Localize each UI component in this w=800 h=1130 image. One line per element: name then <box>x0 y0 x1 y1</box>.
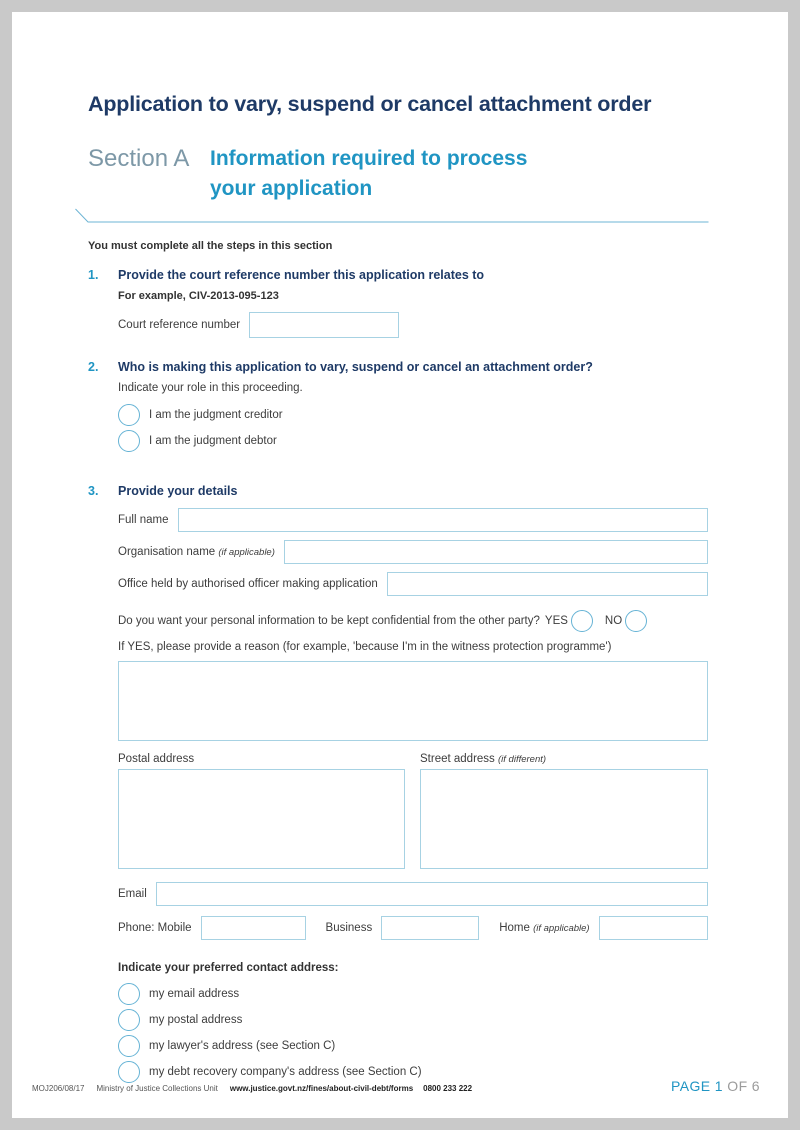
court-reference-input[interactable] <box>249 312 399 338</box>
question-3-number: 3. <box>88 484 99 499</box>
phone-mobile-input[interactable] <box>201 916 306 940</box>
contact-preference-heading: Indicate your preferred contact address: <box>118 962 339 975</box>
full-name-row <box>118 508 708 532</box>
yes-label: YES <box>544 615 568 628</box>
section-label: Section A <box>88 145 190 172</box>
organisation-name-input[interactable] <box>284 540 708 564</box>
email-row <box>118 882 708 906</box>
confidential-yes-radio[interactable] <box>571 610 593 632</box>
confidential-question: Do you want your personal information to be kept confidential from the other party? <box>118 615 540 628</box>
radio-contact-postal[interactable] <box>118 1009 140 1031</box>
radio-label: my postal address <box>149 1014 243 1027</box>
question-3 <box>88 484 708 1087</box>
phone-mobile-label: Phone: Mobile <box>118 922 192 935</box>
radio-label: I am the judgment creditor <box>149 409 283 422</box>
question-1-heading: Provide the court reference number this application relates to <box>118 268 485 283</box>
form-page <box>12 12 788 1118</box>
section-header <box>88 144 708 204</box>
section-divider <box>75 208 709 224</box>
office-held-label: Office held by authorised officer making application <box>118 578 378 591</box>
role-options <box>118 404 708 452</box>
postal-address-label: Postal address <box>118 753 195 766</box>
organisation-name-note: (if applicable) <box>218 547 275 559</box>
radio-judgment-creditor[interactable] <box>118 404 140 426</box>
confidential-row <box>118 610 708 632</box>
phone-row <box>118 916 708 940</box>
street-address-label: Street address <box>420 753 495 766</box>
court-reference-label: Court reference number <box>118 319 241 332</box>
contact-option-email <box>118 983 708 1005</box>
page-footer <box>32 1078 760 1094</box>
question-1-example: For example, CIV-2013-095-123 <box>118 290 279 303</box>
role-option-creditor <box>118 404 708 426</box>
radio-judgment-debtor[interactable] <box>118 430 140 452</box>
no-label: NO <box>604 615 623 628</box>
form-title: Application to vary, suspend or cancel attachment order <box>88 92 652 116</box>
street-address-textarea[interactable] <box>420 769 708 869</box>
office-held-row <box>118 572 708 596</box>
address-labels <box>118 753 708 765</box>
full-name-input[interactable] <box>178 508 709 532</box>
full-name-label: Full name <box>118 514 169 527</box>
website-url: www.justice.govt.nz/fines/about-civil-debt/forms <box>229 1084 414 1093</box>
question-1 <box>88 268 708 338</box>
street-address-note: (if different) <box>498 754 547 766</box>
section-title-line2: your application <box>210 177 373 201</box>
contact-option-postal <box>118 1009 708 1031</box>
postal-address-textarea[interactable] <box>118 769 405 869</box>
section-title-line1: Information required to process <box>210 147 528 170</box>
question-2-number: 2. <box>88 360 99 375</box>
radio-label: my debt recovery company's address (see Section C) <box>149 1066 422 1079</box>
page-indicator <box>671 1078 760 1094</box>
phone-number: 0800 233 222 <box>423 1084 473 1093</box>
phone-home-input[interactable] <box>599 916 708 940</box>
contact-option-lawyer <box>118 1035 708 1057</box>
form-code: MOJ206/08/17 <box>32 1084 85 1093</box>
phone-home-note: (if applicable) <box>533 923 590 935</box>
contact-options <box>118 983 708 1083</box>
reason-textarea[interactable] <box>118 661 708 741</box>
office-held-input[interactable] <box>387 572 708 596</box>
confidential-no-radio[interactable] <box>625 610 647 632</box>
radio-contact-email[interactable] <box>118 983 140 1005</box>
phone-business-input[interactable] <box>381 916 479 940</box>
role-option-debtor <box>118 430 708 452</box>
address-boxes <box>118 769 708 869</box>
role-instruction: Indicate your role in this proceeding. <box>118 382 303 395</box>
question-2 <box>88 360 708 456</box>
section-intro: You must complete all the steps in this section <box>88 240 333 253</box>
radio-contact-lawyer[interactable] <box>118 1035 140 1057</box>
email-label: Email <box>118 888 147 901</box>
reason-prompt: If YES, please provide a reason (for example, 'because I'm in the witness protection programme') <box>118 641 612 654</box>
question-1-number: 1. <box>88 268 99 283</box>
radio-label: my lawyer's address (see Section C) <box>149 1040 336 1053</box>
page-total: OF 6 <box>727 1078 760 1094</box>
court-reference-row <box>118 312 708 338</box>
organisation-name-label: Organisation name <box>118 546 216 559</box>
page-number: PAGE 1 <box>671 1078 723 1094</box>
radio-label: I am the judgment debtor <box>149 435 277 448</box>
section-title <box>210 144 527 204</box>
organisation-row <box>118 540 708 564</box>
phone-business-label: Business <box>325 922 373 935</box>
phone-home-label: Home <box>499 922 530 935</box>
unit-name: Ministry of Justice Collections Unit <box>96 1084 218 1093</box>
question-2-heading: Who is making this application to vary, suspend or cancel an attachment order? <box>118 360 593 375</box>
radio-label: my email address <box>149 988 240 1001</box>
email-input[interactable] <box>156 882 708 906</box>
question-3-heading: Provide your details <box>118 484 238 499</box>
